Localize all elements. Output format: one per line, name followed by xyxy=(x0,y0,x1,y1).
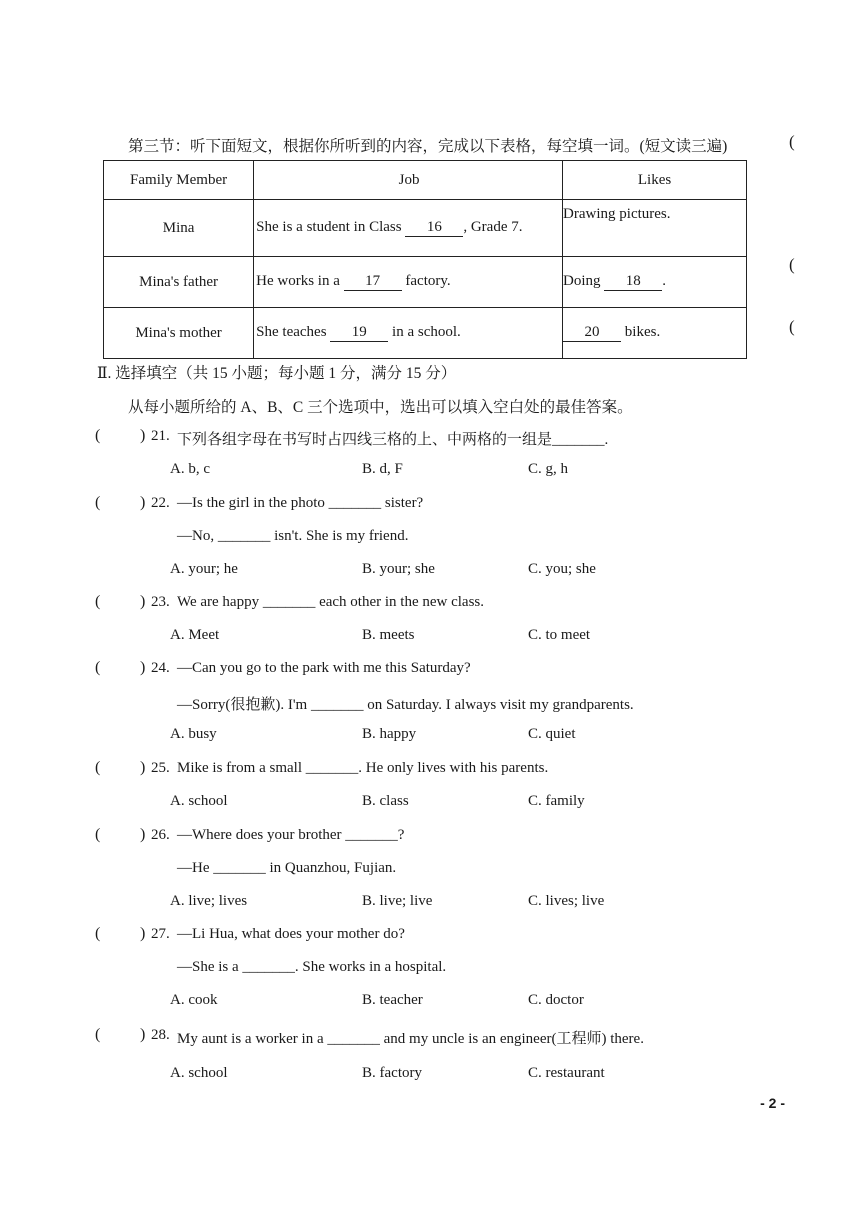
answer-blank-20[interactable]: 20 xyxy=(563,324,621,342)
margin-paren: ( xyxy=(789,132,795,151)
question-text: Mike is from a small _______. He only lives with his parents. xyxy=(177,760,549,776)
answer-paren-close: ) xyxy=(140,826,146,843)
member-cell: Mina's father xyxy=(104,257,254,308)
question-number: 21. xyxy=(151,428,170,444)
option-b[interactable]: B. factory xyxy=(362,1065,422,1081)
answer-blank-19[interactable]: 19 xyxy=(330,324,388,342)
answer-paren-open: ( xyxy=(95,494,101,511)
question-number: 25. xyxy=(151,760,170,776)
margin-paren: ( xyxy=(789,255,795,274)
option-c[interactable]: C. restaurant xyxy=(528,1065,605,1081)
header-job: Job xyxy=(254,161,563,200)
table-row xyxy=(104,308,747,359)
option-c[interactable]: C. family xyxy=(528,793,585,809)
option-b[interactable]: B. live; live xyxy=(362,893,433,909)
job-text: She teaches xyxy=(256,324,327,340)
likes-text: . xyxy=(662,273,667,289)
answer-blank-18[interactable]: 18 xyxy=(604,273,662,291)
answer-paren-open: ( xyxy=(95,593,101,610)
answer-paren-open: ( xyxy=(95,759,101,776)
answer-paren-open: ( xyxy=(95,826,101,843)
question-text: —She is a _______. She works in a hospital. xyxy=(177,959,447,975)
answer-paren-close: ) xyxy=(140,494,146,511)
question-number: 26. xyxy=(151,827,170,843)
option-c[interactable]: C. doctor xyxy=(528,992,584,1008)
option-a[interactable]: A. busy xyxy=(170,726,217,742)
member-cell: Mina's mother xyxy=(104,308,254,359)
likes-text: Doing xyxy=(563,273,601,289)
page-number: - 2 - xyxy=(760,1095,785,1111)
likes-text: Drawing pictures. xyxy=(563,206,671,222)
answer-paren-open: ( xyxy=(95,427,101,444)
job-text: factory. xyxy=(405,273,451,289)
job-text: She is a student in Class xyxy=(256,219,402,235)
header-family-member: Family Member xyxy=(104,161,254,200)
job-text: He works in a xyxy=(256,273,340,289)
option-c[interactable]: C. g, h xyxy=(528,461,569,477)
answer-paren-close: ) xyxy=(140,925,146,942)
header-likes: Likes xyxy=(563,161,747,200)
option-b[interactable]: B. class xyxy=(362,793,409,809)
question-text: —Is the girl in the photo _______ sister? xyxy=(177,495,424,511)
option-b[interactable]: B. teacher xyxy=(362,992,423,1008)
option-a[interactable]: A. cook xyxy=(170,992,218,1008)
likes-text: bikes. xyxy=(624,324,661,340)
option-a[interactable]: A. live; lives xyxy=(170,893,248,909)
option-b[interactable]: B. d, F xyxy=(362,461,403,477)
question-text: —No, _______ isn't. She is my friend. xyxy=(177,528,409,544)
answer-paren-close: ) xyxy=(140,759,146,776)
question-text: —He _______ in Quanzhou, Fujian. xyxy=(177,860,397,876)
answer-blank-17[interactable]: 17 xyxy=(344,273,402,291)
option-c[interactable]: C. quiet xyxy=(528,726,576,742)
question-text: My aunt is a worker in a _______ and my uncle is an engineer(工程师) there. xyxy=(177,1031,644,1047)
job-text: in a school. xyxy=(392,324,461,340)
answer-paren-open: ( xyxy=(95,659,101,676)
section-title: 第三节：听下面短文，根据你所听到的内容，完成以下表格，每空填一词。(短文读三遍) xyxy=(128,138,728,155)
job-cell xyxy=(254,308,563,359)
answer-paren-open: ( xyxy=(95,925,101,942)
option-c[interactable]: C. you; she xyxy=(528,561,596,577)
job-text: , Grade 7. xyxy=(463,219,523,235)
member-cell: Mina xyxy=(104,200,254,257)
question-number: 22. xyxy=(151,495,170,511)
instruction-text: 从每小题所给的 A、B、C 三个选项中，选出可以填入空白处的最佳答案。 xyxy=(128,399,633,416)
table-row xyxy=(104,257,747,308)
job-cell xyxy=(254,200,563,257)
question-text: —Li Hua, what does your mother do? xyxy=(177,926,405,942)
answer-paren-close: ) xyxy=(140,659,146,676)
option-b[interactable]: B. meets xyxy=(362,627,415,643)
likes-cell xyxy=(563,200,747,257)
option-c[interactable]: C. to meet xyxy=(528,627,591,643)
answer-paren-close: ) xyxy=(140,427,146,444)
likes-cell xyxy=(563,308,747,359)
question-number: 27. xyxy=(151,926,170,942)
option-b[interactable]: B. your; she xyxy=(362,561,435,577)
answer-paren-close: ) xyxy=(140,1026,146,1043)
job-cell xyxy=(254,257,563,308)
option-a[interactable]: A. your; he xyxy=(170,561,238,577)
question-text: We are happy _______ each other in the new class. xyxy=(177,594,485,610)
margin-paren: ( xyxy=(789,317,795,336)
question-text: —Sorry(很抱歉). I'm _______ on Saturday. I always visit my grandparents. xyxy=(177,697,634,713)
option-a[interactable]: A. school xyxy=(170,1065,228,1081)
question-number: 28. xyxy=(151,1027,170,1043)
option-b[interactable]: B. happy xyxy=(362,726,417,742)
likes-cell xyxy=(563,257,747,308)
question-text: 下列各组字母在书写时占四线三格的上、中两格的一组是_______. xyxy=(177,432,609,448)
answer-paren-open: ( xyxy=(95,1026,101,1043)
question-number: 24. xyxy=(151,660,170,676)
question-text: —Where does your brother _______? xyxy=(177,827,405,843)
part-title: Ⅱ. 选择填空（共 15 小题；每小题 1 分，满分 15 分） xyxy=(97,365,457,382)
option-a[interactable]: A. Meet xyxy=(170,627,220,643)
option-a[interactable]: A. school xyxy=(170,793,228,809)
table-header-row xyxy=(104,161,747,200)
table-row xyxy=(104,200,747,257)
listening-table xyxy=(103,160,747,359)
option-a[interactable]: A. b, c xyxy=(170,461,210,477)
question-text: —Can you go to the park with me this Saturday? xyxy=(177,660,471,676)
question-number: 23. xyxy=(151,594,170,610)
option-c[interactable]: C. lives; live xyxy=(528,893,605,909)
answer-blank-16[interactable]: 16 xyxy=(405,219,463,237)
answer-paren-close: ) xyxy=(140,593,146,610)
